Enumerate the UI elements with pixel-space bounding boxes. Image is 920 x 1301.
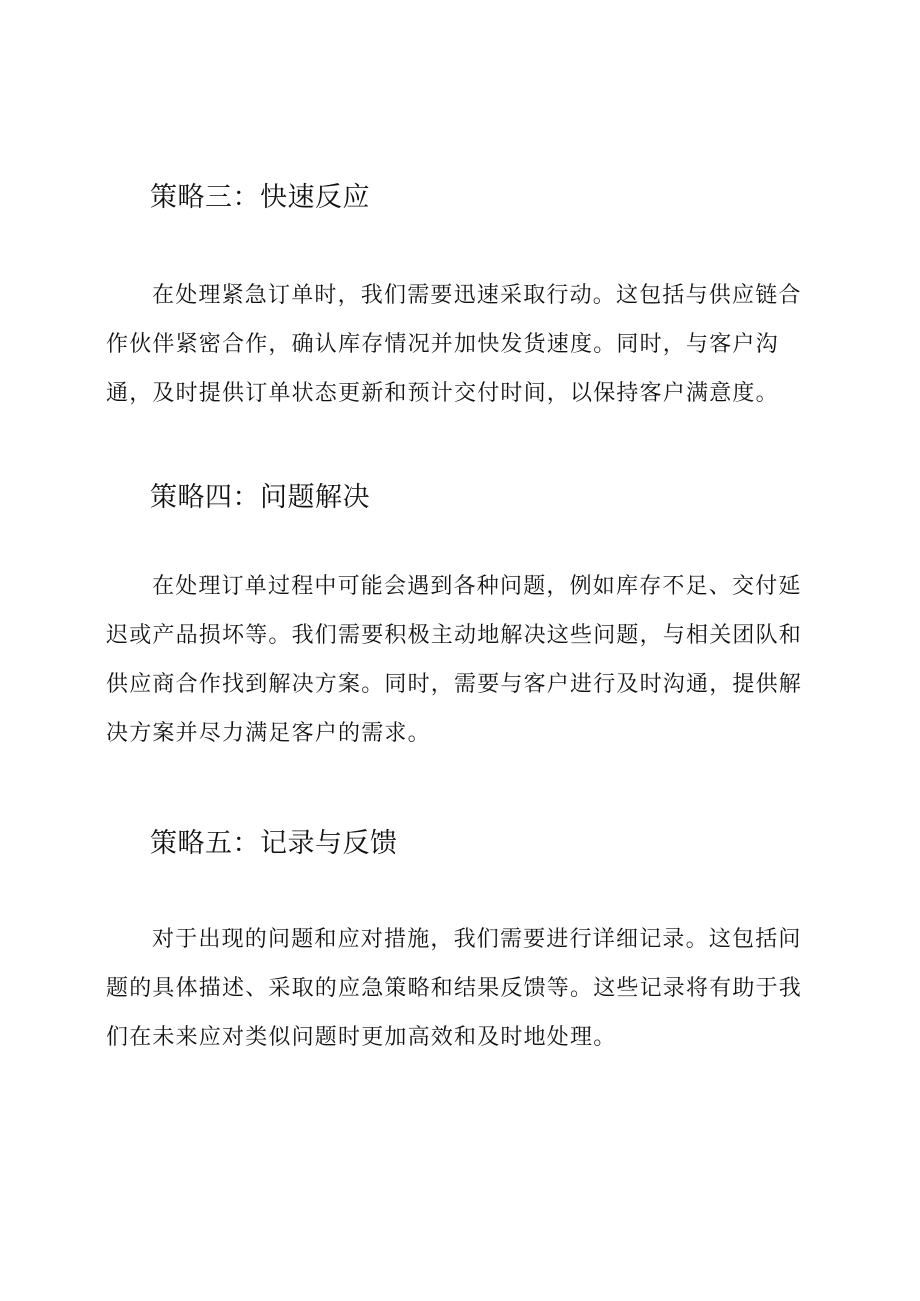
section-paragraph-record-feedback: 对于出现的问题和应对措施，我们需要进行详细记录。这包括问题的具体描述、采取的应急策略和结果反馈等。这些记录将有助于我们在未来应对类似问题时更加高效和及时地处理。 [106,927,803,1050]
section-heading-quick-response: 策略三：快速反应 [150,182,370,213]
section-heading-problem-solving: 策略四：问题解决 [150,482,370,513]
section-heading-record-feedback: 策略五：记录与反馈 [150,828,398,859]
section-paragraph-quick-response: 在处理紧急订单时，我们需要迅速采取行动。这包括与供应链合作伙伴紧密合作，确认库存情况并加快发货速度。同时，与客户沟通，及时提供订单状态更新和预计交付时间，以保持客户满意度。 [106,283,802,406]
section-paragraph-problem-solving: 在处理订单过程中可能会遇到各种问题，例如库存不足、交付延迟或产品损坏等。我们需要积极主动地解决这些问题，与相关团队和供应商合作找到解决方案。同时，需要与客户进行及时沟通，提供解决方案并尽力满足客户的需求。 [106,574,803,746]
